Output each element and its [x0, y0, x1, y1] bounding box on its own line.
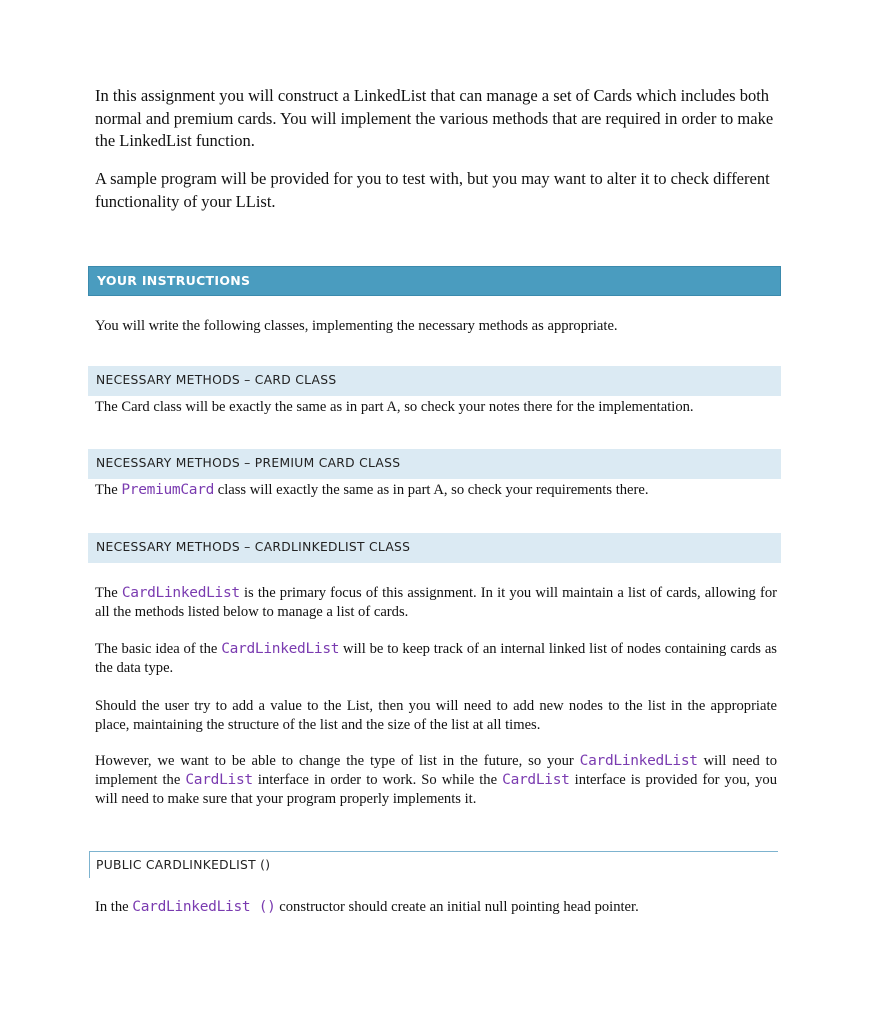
- text-span: interface is provided for you, you will need to make sure that your program properly implements it.: [95, 772, 778, 807]
- banner-title: YOUR INSTRUCTIONS: [97, 273, 251, 288]
- cardlinkedlist-paragraph-3: Should the user try to add a value to the List, then you will need to add new nodes to the list in the appropriate place, maintaining the structure of the list and the size of the list at all times.: [95, 698, 777, 733]
- text-span: class will exactly the same as in part A, so check your requirements there.: [214, 482, 649, 498]
- cardlinkedlist-paragraph-4: [95, 752, 777, 809]
- cardlinkedlist-class-heading-text: NECESSARY METHODS – CARDLINKEDLIST CLASS: [96, 540, 411, 554]
- code-cardlinkedlist: CardLinkedList: [579, 753, 698, 769]
- text-span: The basic idea of the: [95, 641, 222, 657]
- cardlinkedlist-paragraph-2: [95, 640, 777, 678]
- instructions-banner: [88, 266, 781, 296]
- card-class-text: The Card class will be exactly the same as in part A, so check your notes there for the implementation.: [95, 399, 694, 415]
- card-class-heading: [88, 366, 781, 396]
- constructor-heading-text: PUBLIC CARDLINKEDLIST (): [96, 858, 271, 872]
- code-cardlist: CardList: [185, 772, 253, 788]
- text-span: constructor should create an initial null pointing head pointer.: [275, 899, 639, 915]
- text-span: will be to keep track of an internal linked list of nodes containing cards as the data type.: [95, 641, 777, 676]
- intro-paragraph-1: In this assignment you will construct a LinkedList that can manage a set of Cards which includes both normal and premium cards. You will implement the various methods that are required in order to make the LinkedList function.: [95, 86, 774, 150]
- card-class-heading-text: NECESSARY METHODS – CARD CLASS: [96, 373, 337, 387]
- text-span: interface in order to work. So while the: [252, 772, 503, 788]
- constructor-text: [95, 898, 777, 917]
- text-span: is the primary focus of this assignment. In it you will maintain a list of cards, allowing for all the methods listed below to manage a list of cards.: [95, 585, 777, 620]
- code-cardlinkedlist: CardLinkedList: [221, 641, 340, 657]
- text-span: However, we want to be able to change the type of list in the future, so your: [95, 753, 580, 769]
- text-span: The: [95, 585, 122, 601]
- code-cardlist: CardList: [502, 772, 570, 788]
- cardlinkedlist-class-heading: [88, 533, 781, 563]
- text-span: will need to implement the: [95, 753, 777, 788]
- intro-paragraph-2: A sample program will be provided for you to test with, but you may want to alter it to check different functionality of your LList.: [95, 169, 770, 211]
- premium-card-class-text: [95, 481, 777, 500]
- code-cardlinkedlist: CardLinkedList: [121, 585, 240, 601]
- text-span: The: [95, 482, 122, 498]
- code-cardlinkedlist-constructor: CardLinkedList (): [132, 899, 276, 915]
- cardlinkedlist-paragraph-1: [95, 584, 777, 622]
- code-premiumcard: PremiumCard: [121, 482, 215, 498]
- constructor-heading: [89, 851, 778, 878]
- premium-card-class-heading-text: NECESSARY METHODS – PREMIUM CARD CLASS: [96, 456, 401, 470]
- text-span: In the: [95, 899, 133, 915]
- premium-card-class-heading: [88, 449, 781, 479]
- instructions-text: You will write the following classes, implementing the necessary methods as appropriate.: [95, 318, 618, 334]
